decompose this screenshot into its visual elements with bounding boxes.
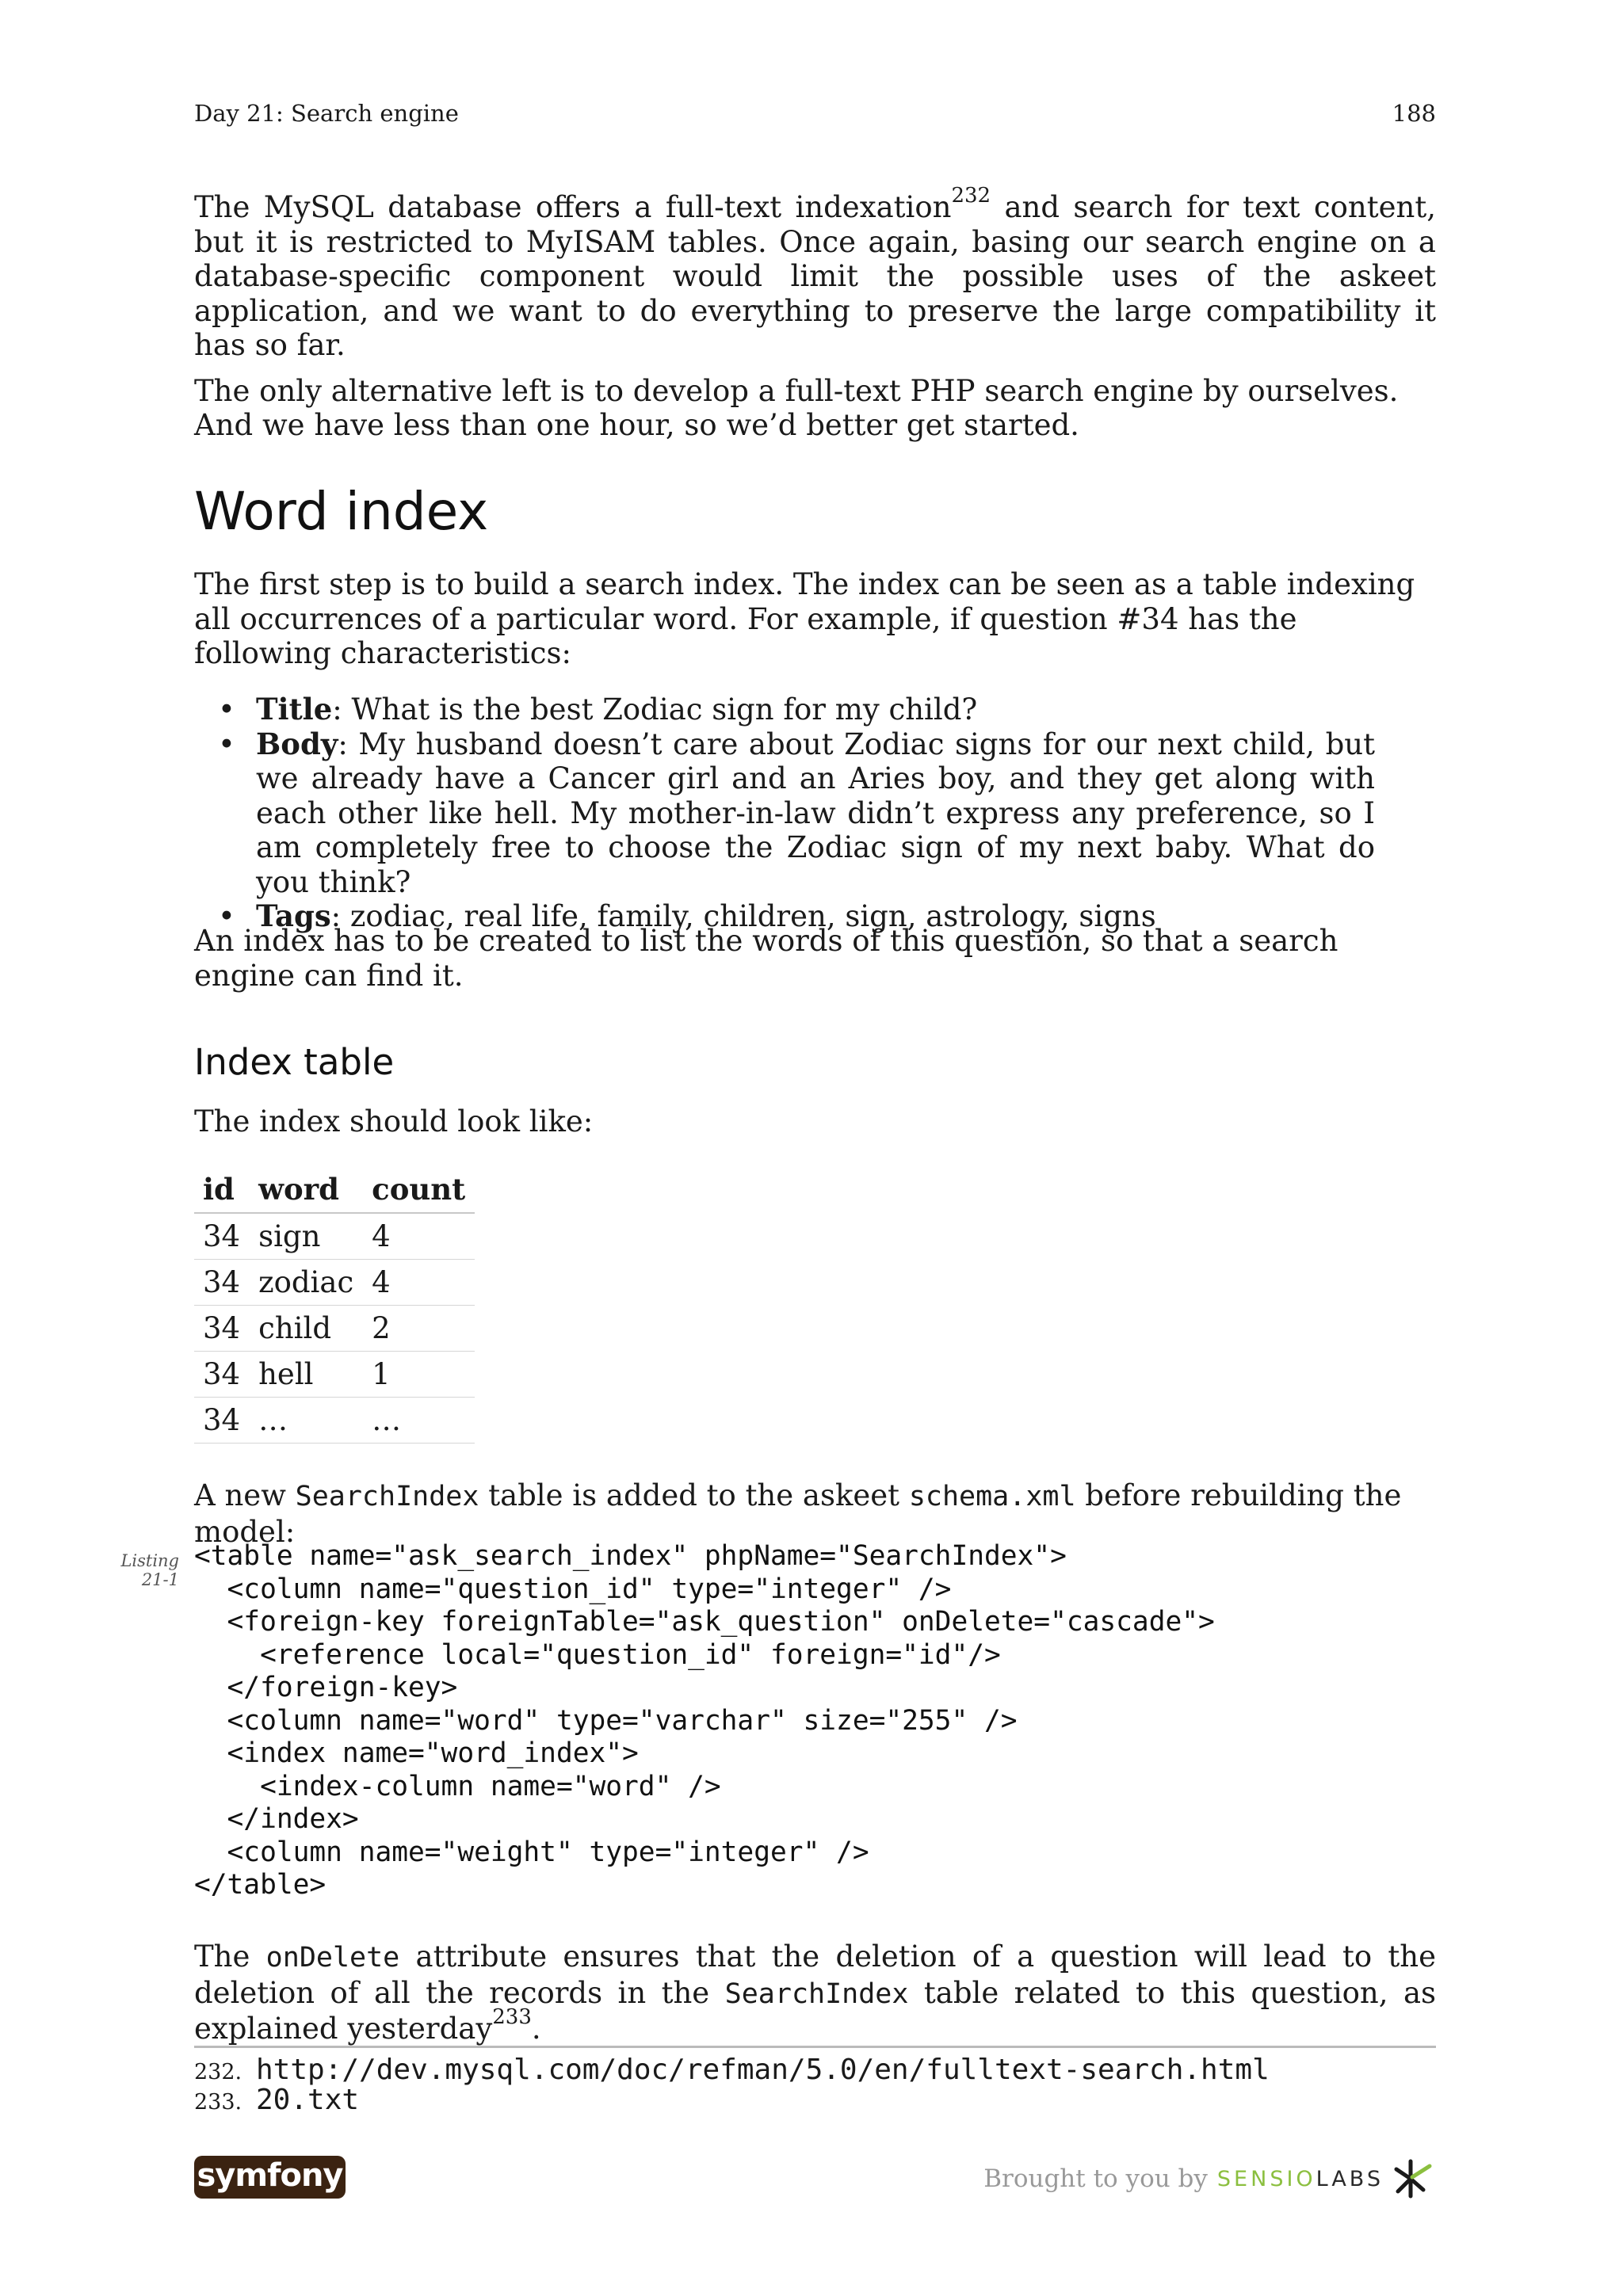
footnote-link[interactable]: http://dev.mysql.com/doc/refman/5.0/en/fulltext-search.html xyxy=(256,2054,1270,2086)
question-characteristics-list xyxy=(194,692,1375,934)
bullet-icon: • xyxy=(218,692,235,727)
intro-p1-text-b: and search for text content, but it is restricted to MyISAM tables. Once again, basing our search engine on a database-specific component would limit the possible uses of the askeet application, and we want to do everything to preserve the large compatibility it has so far. xyxy=(194,190,1436,362)
inline-code-schema-xml: schema.xml xyxy=(908,1481,1076,1512)
section-paragraph-2: An index has to be created to list the words of this question, so that a search engine can find it. xyxy=(194,924,1338,993)
subsection-heading-index-table: Index table xyxy=(194,1041,395,1083)
labs-wordmark: LABS xyxy=(1316,2166,1384,2191)
code-line: <index name="word_index"> xyxy=(194,1737,639,1769)
table-header-row xyxy=(194,1166,475,1213)
closing-text-b: attribute ensures that the deletion of a question will lead to the deletion of all the records in the xyxy=(194,1939,1436,2010)
code-line: </foreign-key> xyxy=(194,1672,458,1703)
table-cell-word: hell xyxy=(250,1352,363,1398)
footnote-232 xyxy=(194,2055,1270,2088)
code-line: <column name="word" type="varchar" size="255" /> xyxy=(194,1704,1018,1737)
listing-label xyxy=(119,1551,179,1589)
list-item-body xyxy=(194,727,1375,900)
table-cell-count: 4 xyxy=(363,1213,475,1260)
table-cell-word: sign xyxy=(250,1213,363,1260)
listing-label-word: Listing xyxy=(120,1551,179,1570)
section-intro xyxy=(194,567,1436,671)
footnote-233 xyxy=(194,2085,359,2118)
after-table-text-a: A new xyxy=(194,1478,296,1512)
table-cell-id: 34 xyxy=(194,1398,250,1444)
table-cell-id: 34 xyxy=(194,1352,250,1398)
table-row xyxy=(194,1352,475,1398)
running-header-chapter: Day 21: Search engine xyxy=(194,100,459,127)
after-table-text-c: before rebuilding the model: xyxy=(194,1478,1402,1549)
footnote-divider xyxy=(194,2046,1436,2048)
sponsor-credit xyxy=(983,2158,1436,2199)
intro-paragraph-1 xyxy=(194,183,1436,363)
symfony-logo: symfony xyxy=(194,2156,346,2199)
code-line: <column name="weight" type="integer" /> xyxy=(194,1836,869,1868)
footnote-ref-232[interactable]: 232 xyxy=(951,183,991,208)
index-table-intro-text: The index should look like: xyxy=(194,1104,594,1138)
index-table xyxy=(194,1166,475,1444)
code-line: <reference local="question_id" foreign="id"/> xyxy=(194,1638,1001,1671)
column-header-word: word xyxy=(250,1166,363,1213)
after-table-text-b: table is added to the askeet xyxy=(479,1478,909,1512)
bullet-icon: • xyxy=(218,727,235,761)
table-cell-word: zodiac xyxy=(250,1260,363,1306)
column-header-count: count xyxy=(363,1166,475,1213)
footnote-number: 233. xyxy=(194,2090,242,2115)
inline-code-searchindex: SearchIndex xyxy=(295,1481,479,1512)
list-item-text: : zodiac, real life, family, children, sign, astrology, signs xyxy=(330,899,1156,933)
after-table-paragraph xyxy=(194,1478,1436,1549)
column-header-id: id xyxy=(194,1166,250,1213)
after-table-block xyxy=(194,1478,1436,1549)
table-cell-count: 4 xyxy=(363,1260,475,1306)
section-outro xyxy=(194,924,1436,993)
table-row xyxy=(194,1306,475,1352)
section-paragraph-1: The first step is to build a search index. The index can be seen as a table indexing all occurrences of a particular word. For example, if question #34 has the following characteristics: xyxy=(194,567,1415,670)
index-table-intro xyxy=(194,1104,1436,1139)
table-cell-id: 34 xyxy=(194,1260,250,1306)
intro-block xyxy=(194,183,1436,443)
inline-code-ondelete: onDelete xyxy=(265,1942,400,1974)
brought-by-text: Brought to you by xyxy=(983,2164,1208,2193)
table-row xyxy=(194,1213,475,1260)
closing-text-c: table related to this question, as explained yesterday xyxy=(194,1975,1436,2046)
table-cell-count: … xyxy=(363,1398,475,1444)
table-row xyxy=(194,1398,475,1444)
section-heading-word-index: Word index xyxy=(194,481,489,542)
table-cell-word: … xyxy=(250,1398,363,1444)
intro-p1-text-a: The MySQL database offers a full-text indexation xyxy=(194,190,952,224)
code-line: </index> xyxy=(194,1803,359,1835)
bullet-icon: • xyxy=(218,899,235,933)
list-item-label: Body xyxy=(256,726,338,761)
code-line: <foreign-key foreignTable="ask_question" onDelete="cascade"> xyxy=(194,1606,1215,1638)
list-item-title xyxy=(194,692,1375,727)
code-listing xyxy=(194,1540,1215,1902)
page-number: 188 xyxy=(1392,100,1436,127)
footnote-ref-233[interactable]: 233 xyxy=(492,2004,532,2029)
list-item-label: Title xyxy=(256,692,333,727)
closing-text-d: . xyxy=(531,2012,541,2046)
list-item-text: : My husband doesn’t care about Zodiac signs for our next child, but we already have a Cancer girl and an Aries boy, and they get along with each other like hell. My mother-in-law didn’t express any preference, so I am completely free to choose the Zodiac sign of my next baby. What do you think? xyxy=(256,727,1375,899)
table-row xyxy=(194,1260,475,1306)
code-line: <column name="question_id" type="integer" /> xyxy=(194,1573,952,1605)
table-cell-word: child xyxy=(250,1306,363,1352)
list-item-label: Tags xyxy=(256,898,331,933)
list-item-text: : What is the best Zodiac sign for my child? xyxy=(332,692,978,727)
footnote-number: 232. xyxy=(194,2060,242,2084)
sensiolabs-asterisk-icon xyxy=(1393,2158,1436,2199)
table-cell-count: 2 xyxy=(363,1306,475,1352)
code-line: <table name="ask_search_index" phpName="SearchIndex"> xyxy=(194,1540,1067,1572)
code-line: <index-column name="word" /> xyxy=(194,1770,721,1802)
inline-code-searchindex-2: SearchIndex xyxy=(724,1978,909,2010)
code-line: </table> xyxy=(194,1869,327,1901)
footnote-link[interactable]: 20.txt xyxy=(256,2084,360,2116)
table-cell-id: 34 xyxy=(194,1213,250,1260)
sensio-wordmark: SENSIO xyxy=(1216,2166,1316,2191)
intro-paragraph-2: The only alternative left is to develop a full-text PHP search engine by ourselves. And we have less than one hour, so we’d better get started. xyxy=(194,373,1399,442)
table-cell-count: 1 xyxy=(363,1352,475,1398)
closing-text-a: The xyxy=(194,1939,266,1974)
closing-paragraph xyxy=(194,1939,1436,2046)
table-cell-id: 34 xyxy=(194,1306,250,1352)
listing-label-number: 21-1 xyxy=(141,1570,179,1589)
closing-block xyxy=(194,1939,1436,2046)
